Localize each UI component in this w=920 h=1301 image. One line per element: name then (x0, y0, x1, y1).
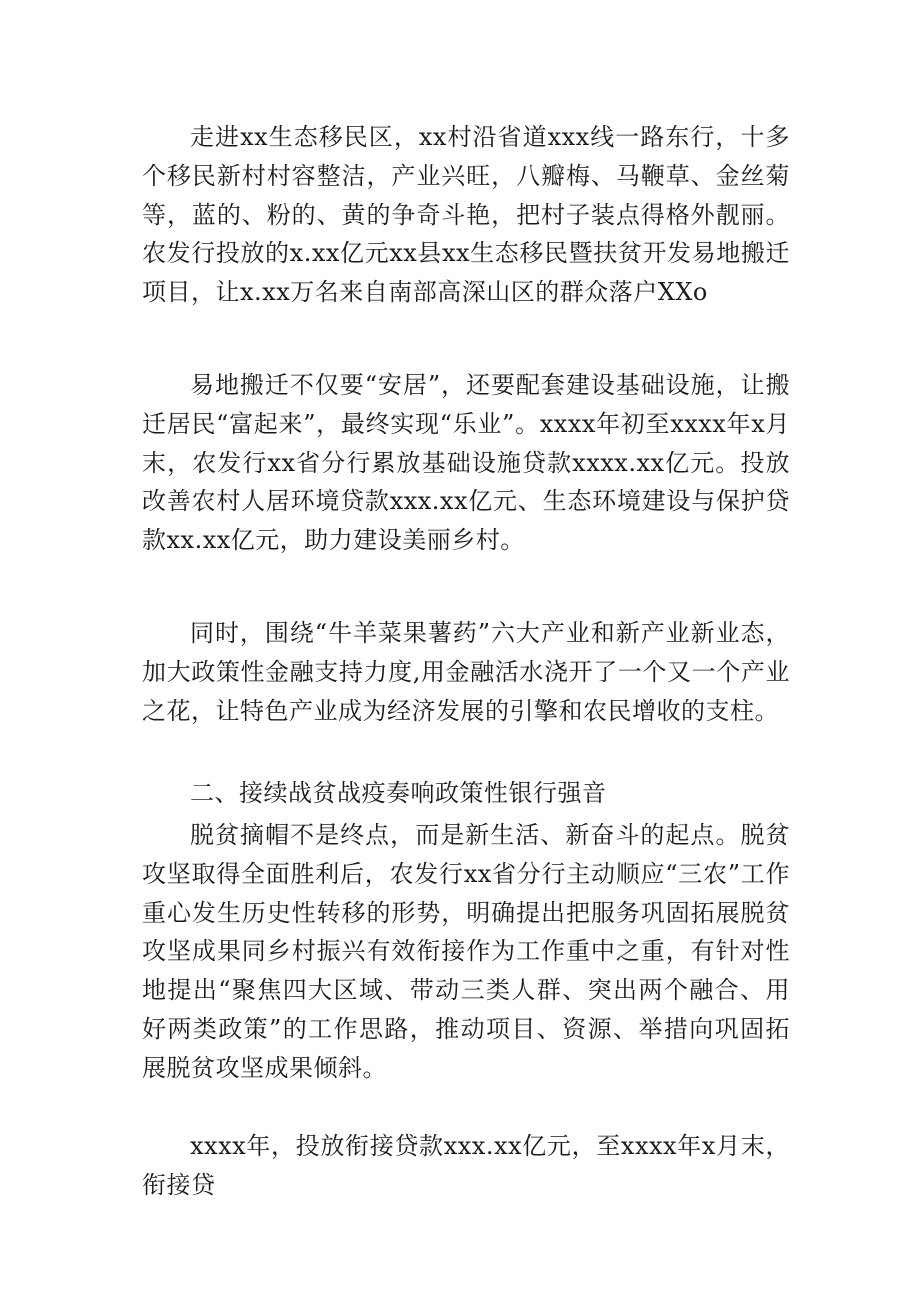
section-heading: 二、接续战贫战疫奏响政策性银行强音 (190, 779, 607, 807)
paragraph-4: 脱贫摘帽不是终点，而是新生活、新奋斗的起点。脱贫攻坚取得全面胜利后，农发行xx省分行主动顺应“三农”工作重心发生历史性转移的形势，明确提出把服务巩固拓展脱贫攻坚成果同乡村振兴有效衔接作为工作重中之重，有针对性地提出“聚焦四大区域、带动三类人群、突出两个融合、用好两类政策”的工作思路，推动项目、资源、举措向巩固拓展脱贫攻坚成果倾斜。 (142, 821, 790, 1082)
paragraph-5: xxxx年，投放衔接贷款xxx.xx亿元，至xxxx年x月末，衔接贷 (142, 1132, 790, 1199)
paragraph-1: 走进xx生态移民区，xx村沿省道xxx线一路东行，十多个移民新村村容整洁，产业兴旺，八瓣梅、马鞭草、金丝菊等，蓝的、粉的、黄的争奇斗艳，把村子装点得格外靓丽。农发行投放的x.xx亿元xx县xx生态移民暨扶贫开发易地搬迁项目，让x.xx万名来自南部高深山区的群众落户XXo (142, 123, 790, 307)
paragraph-3: 同时，围绕“牛羊菜果薯药”六大产业和新产业新业态，加大政策性金融支持力度,用金融活水浇开了一个又一个产业之花，让特色产业成为经济发展的引擎和农民增收的支柱。 (142, 619, 790, 725)
paragraph-2: 易地搬迁不仅要“安居”，还要配套建设基础设施，让搬迁居民“富起来”，最终实现“乐业”。xxxx年初至xxxx年x月末，农发行xx省分行累放基础设施贷款xxxx.xx亿元。投放改善农村人居环境贷款xxx.xx亿元、生态环境建设与保护贷款xx.xx亿元，助力建设美丽乡村。 (142, 371, 790, 555)
